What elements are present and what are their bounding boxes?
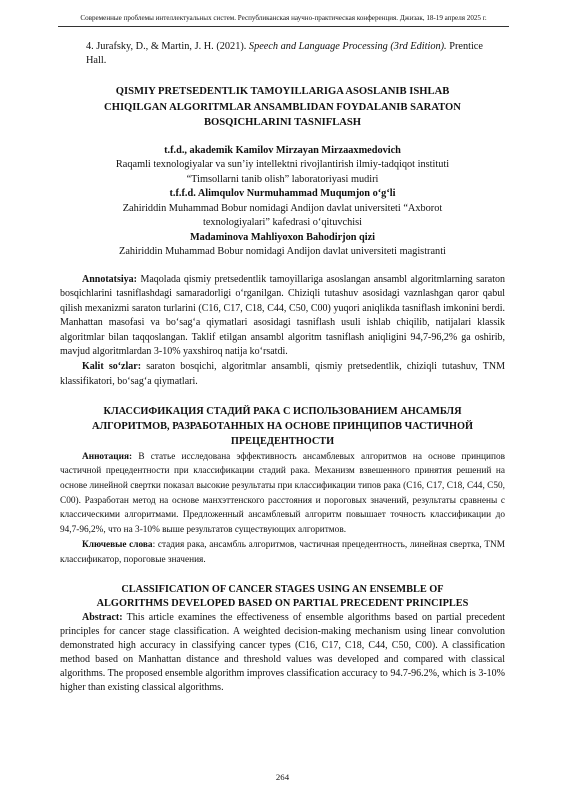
en-abstract-text: This article examines the effectiveness of ensemble algorithms based on partial precedent principles for cancer stage classification. A weighted decision-making mechanism using linear convolution demonstrated high accuracy in classifying cancer types (C16, C17, C18, C44, C50, C00). A classification method based on Manhattan distance and threshold values was developed and compared with classical algorithms. The proposed ensemble algorithm improves classification accuracy to 94.7-96.2%, which is 3-10% higher than existing classical algorithms. bbox=[60, 612, 505, 694]
ru-keywords bbox=[60, 538, 505, 567]
uz-title bbox=[60, 84, 505, 131]
author-name: t.f.d., akademik Kamilov Mirzayan Mirzaaxmedovich bbox=[164, 144, 401, 156]
author-affiliation: “Timsollarni tanib olish” laboratoriyasi mudiri bbox=[186, 173, 379, 185]
author-name: t.f.f.d. Alimqulov Nurmuhammad Muqumjon o‘g‘li bbox=[169, 188, 396, 199]
uz-abstract-label: Annotatsiya: bbox=[82, 273, 138, 285]
uz-keywords bbox=[60, 360, 505, 389]
page-content bbox=[60, 40, 505, 695]
header-rule bbox=[58, 26, 509, 27]
author-affiliation: Zahiriddin Muhammad Bobur nomidagi Andijon davlat universiteti magistranti bbox=[119, 246, 446, 257]
uz-keywords-text: saraton bosqichi, algoritmlar ansambli, qismiy pretsedentlik, chiziqli tutashuv, TNM klassifikatori, bo‘sag‘a qiymatlari. bbox=[60, 361, 505, 387]
authors-block bbox=[60, 144, 505, 260]
en-title-line: ALGORITHMS DEVELOPED BASED ON PARTIAL PRECEDENT PRINCIPLES bbox=[96, 598, 469, 610]
ru-title-line: АЛГОРИТМОВ, РАЗРАБОТАННЫХ НА ОСНОВЕ ПРИНЦИПОВ ЧАСТИЧНОЙ bbox=[92, 421, 473, 433]
uz-title-line: BOSQICHLARINI TASNIFLASH bbox=[203, 117, 362, 128]
author-name: Madaminova Mahliyoxon Bahodirjon qizi bbox=[189, 231, 376, 243]
en-abstract bbox=[60, 611, 505, 695]
en-title-line: CLASSIFICATION OF CANCER STAGES USING AN ENSEMBLE OF bbox=[121, 584, 444, 596]
ru-title-line: КЛАССИФИКАЦИЯ СТАДИЙ РАКА С ИСПОЛЬЗОВАНИЕМ АНСАМБЛЯ bbox=[103, 406, 462, 418]
uz-title-line: CHIQILGAN ALGORITMLAR ANSAMBLIDAN FOYDALANIB SARATON bbox=[104, 101, 461, 113]
en-abstract-label: Abstract: bbox=[82, 612, 123, 624]
en-title bbox=[60, 583, 505, 611]
ru-keywords-label: Ключевые слова bbox=[82, 539, 153, 550]
author-affiliation: Zahiriddin Muhammad Bobur nomidagi Andijon davlat universiteti “Axborot bbox=[122, 202, 443, 214]
reference-book-title: Speech and Language Processing (3rd Edition). bbox=[248, 41, 447, 52]
reference-item bbox=[60, 40, 505, 68]
reference-authors: 4. Jurafsky, D., & Martin, J. H. (2021). bbox=[86, 41, 249, 52]
ru-keywords-text: : стадия рака, ансамбль алгоритмов, частичная прецедентность, линейная свертка, TNM классификатор, пороговые значения. bbox=[60, 539, 505, 565]
uz-abstract bbox=[60, 273, 505, 361]
author-affiliation: Raqamli texnologiyalar va sun’iy intellektni rivojlantirish ilmiy-tadqiqot instituti bbox=[115, 159, 450, 170]
reference-publisher: Prentice Hall. bbox=[86, 41, 483, 66]
author-affiliation: texnologiyalari” kafedrasi o‘qituvchisi bbox=[203, 217, 362, 228]
ru-title bbox=[60, 405, 505, 449]
uz-title-line: QISMIY PRETSEDENTLIK TAMOYILLARIGA ASOSLANIB ISHLAB bbox=[115, 86, 450, 97]
ru-abstract-text: В статье исследована эффективность ансамблевых алгоритмов на основе принципов частичной прецедентности при классификации стадий рака. Механизм взвешенного принятия решений на основе линейной свертки показал высокие результаты при классификации типов рака (C16, C17, C18, C44, C50, C00). Разработан метод на основе манхэттенского расстояния и пороговых значений, результаты сравнены с классическими алгоритмами. Предложенный ансамблевый алгоритм повышает точность классификации до 94,7-96,2%, что на 3-10% выше результатов существующих алгоритмов. bbox=[60, 451, 505, 536]
page-number: 264 bbox=[275, 772, 290, 782]
ru-abstract bbox=[60, 450, 505, 538]
ru-title-line: ПРЕЦЕДЕНТНОСТИ bbox=[230, 435, 335, 447]
ru-abstract-label: Аннотация: bbox=[82, 451, 133, 462]
running-header: Современные проблемы интеллектуальных систем. Республиканская научно-практическая конференция. Джизак, 18-19 апреля 2025 г. bbox=[80, 14, 487, 22]
uz-keywords-label: Kalit so‘zlar: bbox=[82, 361, 142, 373]
uz-abstract-text: Maqolada qismiy pretsedentlik tamoyillariga asoslangan ansambl algoritmlarning saraton bosqichlarini tasniflashdagi samaradorligi o‘rganilgan. Chiziqli tutashuv asosidagi vaznlashgan qaror qabul qilish mexanizmi saraton turlarini (C16, C17, C18, C44, C50, C00) yuqori aniqlikda tasniflash imkonini berdi. Manhattan masofasi va bo‘sag‘a qiymatlari asosidagi tasniflash usuli ishlab chiqilib, natijalari klassik algoritmlar bilan taqqoslangan. Taklif etilgan ansambl algoritm tasniflash aniqligini 94,7-96,2% ga oshirib, mavjud algoritmlardan 3-10% yaxshiroq natija ko‘rsatdi. bbox=[60, 273, 505, 358]
